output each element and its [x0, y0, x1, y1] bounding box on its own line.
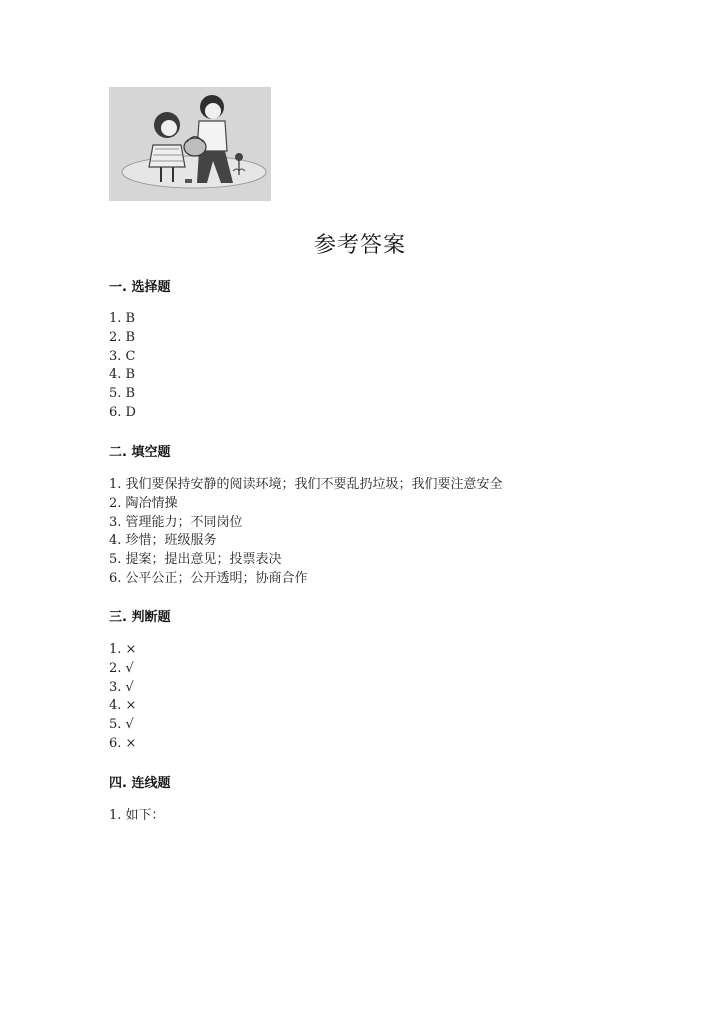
answer-item: 3. 管理能力；不同岗位: [109, 514, 243, 530]
answer-item: 1. 如下：: [109, 808, 165, 823]
section-heading-choice: 一. 选择题: [109, 280, 171, 295]
answer-item: 6. 公平公正；公开透明；协商合作: [109, 570, 308, 586]
answer-item: 6. D: [109, 404, 136, 420]
answer-item: 5. B: [109, 386, 136, 402]
answer-item: 4. ×: [109, 698, 137, 714]
answer-item: 6. ×: [109, 735, 137, 751]
answer-list-fill-blank: [109, 476, 503, 589]
answer-item: 2. √: [109, 660, 134, 676]
answer-item: 4. 珍惜；班级服务: [109, 533, 217, 549]
answer-item: 5. 提案；提出意见；投票表决: [109, 552, 282, 568]
answer-item: 1. 我们要保持安静的阅读环境；我们不要乱扔垃圾；我们要注意安全: [109, 477, 503, 492]
answer-item: 3. C: [109, 348, 136, 364]
answer-item: 1. ×: [109, 642, 137, 657]
illustration-children-picking-up-trash: [109, 87, 271, 201]
answer-item: 2. B: [109, 329, 136, 345]
answer-item: 3. √: [109, 679, 134, 695]
answer-list-choice: [109, 310, 136, 423]
section-heading-true-false: 三. 判断题: [109, 610, 171, 625]
answer-item: 1. B: [109, 311, 136, 326]
answer-item: 5. √: [109, 717, 134, 733]
answer-item: 4. B: [109, 367, 136, 383]
answer-item: 2. 陶冶情操: [109, 495, 178, 511]
answer-list-matching: [109, 807, 165, 826]
answer-list-true-false: [109, 641, 136, 754]
section-heading-fill-blank: 二. 填空题: [109, 445, 171, 460]
page-title: 参考答案: [313, 233, 406, 258]
section-heading-matching: 四. 连线题: [109, 776, 171, 791]
